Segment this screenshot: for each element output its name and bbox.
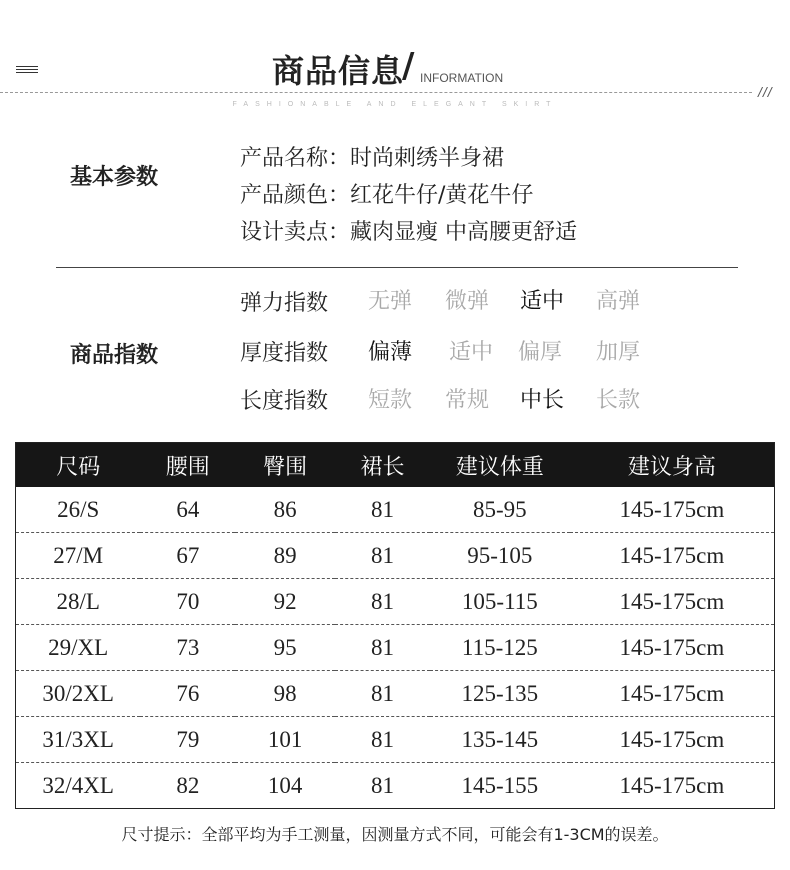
decorative-slashes: /// (758, 84, 773, 100)
cell-height: 145-175cm (570, 487, 775, 533)
page-subtitle: INFORMATION (420, 71, 504, 85)
cell-weight: 85-95 (430, 487, 570, 533)
cell-length: 81 (335, 625, 430, 671)
indices-label: 商品指数 (70, 343, 159, 368)
tagline: FASHIONABLE AND ELEGANT SKIRT (232, 101, 558, 108)
cell-weight: 145-155 (461, 772, 539, 798)
cell-size: 30/2XL (16, 671, 141, 717)
cell-length: 81 (371, 772, 395, 798)
cell-length: 81 (335, 579, 430, 625)
thickness-label: 厚度指数 (240, 341, 329, 366)
length-option-selected: 中长 (520, 388, 565, 413)
size-table (15, 442, 775, 809)
cell-waist: 76 (140, 671, 235, 717)
cell-size: 31/3XL (16, 717, 141, 763)
table-row (16, 487, 775, 533)
cell-size: 28/L (16, 579, 141, 625)
cell-length: 81 (335, 671, 430, 717)
cell-size: 27/M (16, 533, 141, 579)
length-option: 短款 (368, 388, 413, 413)
section-divider (56, 267, 738, 268)
cell-waist: 64 (140, 487, 235, 533)
cell-weight: 105-115 (430, 579, 570, 625)
cell-waist: 67 (140, 533, 235, 579)
title-slash: / (402, 46, 415, 86)
thickness-option-selected: 偏薄 (368, 340, 413, 365)
length-option: 长款 (596, 388, 641, 413)
size-note: 尺寸提示：全部平均为手工测量，因测量方式不同，可能会有1-3CM的误差。 (121, 825, 669, 844)
header-height: 建议身高 (570, 443, 775, 488)
cell-height: 145-175cm (570, 625, 775, 671)
elasticity-option: 高弹 (596, 289, 641, 314)
table-row (16, 671, 775, 717)
elasticity-option: 微弹 (445, 289, 490, 314)
cell-length: 81 (335, 717, 430, 763)
cell-length: 81 (335, 487, 430, 533)
table-row (16, 625, 775, 671)
length-option: 常规 (445, 388, 490, 413)
cell-height: 145-175cm (570, 671, 775, 717)
thickness-option: 加厚 (596, 340, 641, 365)
elasticity-option-selected: 适中 (520, 289, 565, 314)
cell-hip: 98 (235, 671, 335, 717)
cell-size: 26/S (16, 487, 141, 533)
cell-hip: 95 (235, 625, 335, 671)
cell-hip: 104 (267, 772, 303, 798)
menu-icon (16, 66, 38, 74)
cell-weight: 135-145 (430, 717, 570, 763)
cell-size: 32/4XL (42, 772, 114, 798)
cell-hip: 86 (235, 487, 335, 533)
elasticity-label: 弹力指数 (240, 291, 329, 316)
cell-hip: 89 (235, 533, 335, 579)
cell-weight: 115-125 (430, 625, 570, 671)
header-hip: 臀围 (235, 443, 335, 488)
thickness-option: 偏厚 (518, 340, 563, 365)
header-weight: 建议体重 (430, 443, 570, 488)
param-name: 产品名称：时尚刺绣半身裙 (240, 146, 505, 171)
table-row (16, 579, 775, 625)
table-header-row (16, 443, 775, 488)
cell-height: 145-175cm (619, 772, 725, 798)
cell-weight: 95-105 (430, 533, 570, 579)
length-label: 长度指数 (240, 389, 329, 414)
cell-height: 145-175cm (570, 717, 775, 763)
basic-params-label: 基本参数 (70, 165, 159, 190)
cell-waist: 70 (140, 579, 235, 625)
cell-height: 145-175cm (570, 533, 775, 579)
cell-size: 29/XL (16, 625, 141, 671)
table-row (16, 763, 775, 809)
cell-waist: 82 (176, 772, 200, 798)
cell-length: 81 (335, 533, 430, 579)
thickness-option: 适中 (449, 340, 494, 365)
cell-hip: 101 (235, 717, 335, 763)
param-selling-point: 设计卖点：藏肉显瘦 中高腰更舒适 (240, 220, 577, 245)
elasticity-option: 无弹 (368, 289, 413, 314)
header-divider (0, 92, 752, 93)
cell-height: 145-175cm (570, 579, 775, 625)
cell-hip: 92 (235, 579, 335, 625)
header-size: 尺码 (16, 443, 141, 488)
cell-weight: 125-135 (430, 671, 570, 717)
table-row (16, 717, 775, 763)
param-color: 产品颜色：红花牛仔/黄花牛仔 (240, 183, 534, 208)
page-title: 商品信息 (272, 52, 405, 90)
header-length: 裙长 (335, 443, 430, 488)
cell-waist: 79 (140, 717, 235, 763)
table-row (16, 533, 775, 579)
cell-waist: 73 (140, 625, 235, 671)
header-waist: 腰围 (140, 443, 235, 488)
